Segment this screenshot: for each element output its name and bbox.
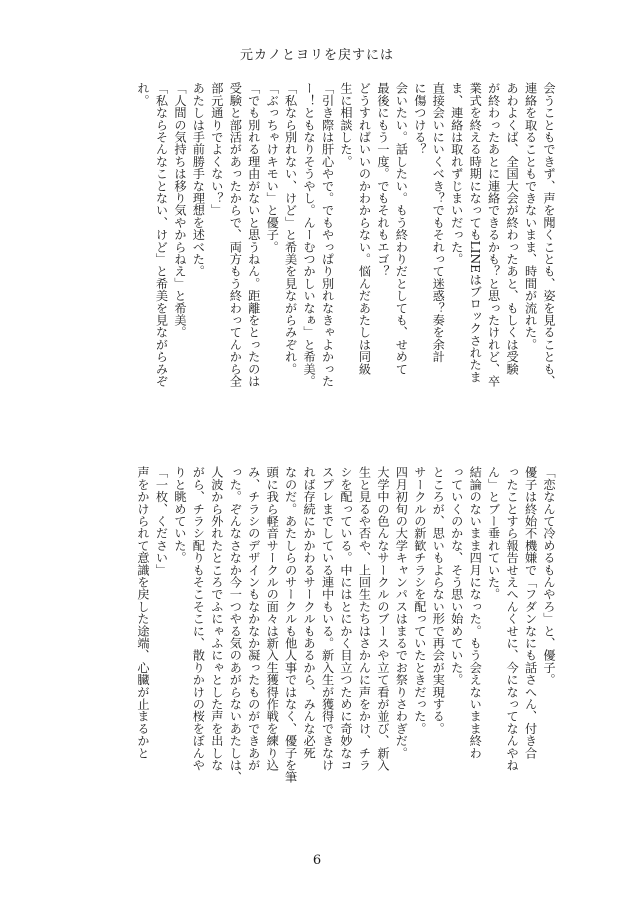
- text-line: ー！ともなりそうやし。んーむつかしいなぁ」と希美。: [302, 82, 317, 387]
- page-number: 6: [312, 853, 322, 868]
- text-line: 会いたい。話したい。もう終わりだとしても、せめて: [394, 82, 409, 375]
- text-line: 「人間の気持ちは移り気やからねえ」と希美。: [172, 82, 187, 339]
- text-line: 業式を終える時期になってもLINEはブロックされたま: [468, 82, 483, 383]
- text-line: どうすればいいのかわからない。悩んだあたしは同級: [357, 82, 372, 375]
- text-line: 四月初旬の大学キャンパスはまるでお祭りさわぎだ。: [394, 466, 409, 759]
- text-line: 「でも別れる理由がないと思うねん。距離をとったのは: [246, 82, 261, 387]
- text-line: 生と見るや否や、上回生たちはさかんに声をかけ、チラ: [357, 466, 372, 771]
- text-line: 連絡を取ることもできないまま、時間が流れた。: [523, 82, 538, 351]
- text-line: あたしは手前勝手な理想を述べた。: [191, 82, 206, 278]
- text-line: がら、チラシ配りもそこそこに、散りかけの桜をぼんや: [191, 466, 206, 771]
- text-line: 声をかけられて意識を戻した途端、心臓が止まるかと: [136, 466, 151, 759]
- text-line: サークルの新歓チラシを配っていたときだった。: [412, 466, 427, 735]
- text-line: 直接会いにいくべき？でもそれって迷惑？奏を余計: [431, 82, 446, 363]
- text-line: っていくのかな、そう思い始めていた。: [449, 466, 464, 686]
- text-line: ところが、思いもよらない形で再会が実現する。: [431, 466, 446, 735]
- text-line: れ。: [136, 82, 151, 107]
- text-line: ん」とブー垂れていた。: [486, 466, 501, 601]
- text-line: ま、連絡は取れずじまいだった。: [449, 82, 464, 265]
- text-line: 優子は終始不機嫌で「フダンなにも話さへん、付き合: [523, 466, 538, 759]
- text-line: スプレまでしている連中もいる。新入生が獲得できなけ: [320, 466, 335, 771]
- page-header-title: 元カノとヨリを戻すには: [239, 48, 394, 63]
- text-line: 「ぶっちゃけキモい」と優子。: [265, 82, 280, 253]
- text-line: りと眺めていた。: [172, 466, 187, 564]
- text-line: に傷つける？: [412, 82, 427, 156]
- text-line: 会うこともできず、声を聞くことも、姿を見ることも、: [542, 82, 556, 387]
- text-line: が終わったあとに連絡できるかも？と思ったけれど、卒: [486, 82, 501, 387]
- text-line: シを配っている。中にはとにかく目立つために奇妙なコ: [339, 466, 354, 771]
- text-line: 受験と部活があったからで、両方もう終わってんから全: [228, 82, 243, 387]
- text-line: 「引き際は肝心やで。でもやっぱり別れなきゃよかった: [320, 82, 335, 387]
- text-line: 頭に我ら軽音サークルの面々は新入生獲得作戦を練り込: [265, 466, 280, 771]
- text-line: 大学中の色んなサークルのブースや立て看が並び、新入: [375, 466, 390, 771]
- text-line: 「一枚、ください」: [154, 466, 169, 576]
- text-line: ったことすら報告せえへんくせに、今になってなんやね: [505, 466, 520, 771]
- text-line: 部元通りでよくない？」: [209, 82, 224, 217]
- text-line: 生に相談した。: [339, 82, 354, 168]
- text-line: なのだ。あたしらのサークルも他人事ではなく、優子を筆: [283, 466, 298, 784]
- bottom-text-column: [78, 466, 558, 826]
- top-text-column: [78, 82, 558, 454]
- text-line: み、チラシのデザインもなかなか凝ったものができあが: [246, 466, 261, 771]
- text-line: 最後にもう一度。でもそれもエゴ？: [375, 82, 390, 278]
- text-line: 人波から外れたところでふにゃふにゃとした声を出しな: [209, 466, 224, 771]
- text-line: 「恋なんて冷めるもんやろ」と、優子。: [542, 466, 556, 686]
- text-line: 「私ならそんなことない、けど」と希美を見ながらみぞ: [154, 82, 169, 387]
- text-line: れば存続にかかわるサークルもあるから、みんな必死: [302, 466, 317, 759]
- text-line: 「私なら別れない、けど」と希美を見ながらみぞれ。: [283, 82, 298, 375]
- text-line: あわよくば、全国大会が終わったあと、もしくは受験: [505, 82, 520, 375]
- text-line: った。ぞんなさなか今一つやる気のあがらないあたしは、: [228, 466, 243, 784]
- text-line: 結論のないまま四月になった。もう会えないまま終わ: [468, 466, 483, 759]
